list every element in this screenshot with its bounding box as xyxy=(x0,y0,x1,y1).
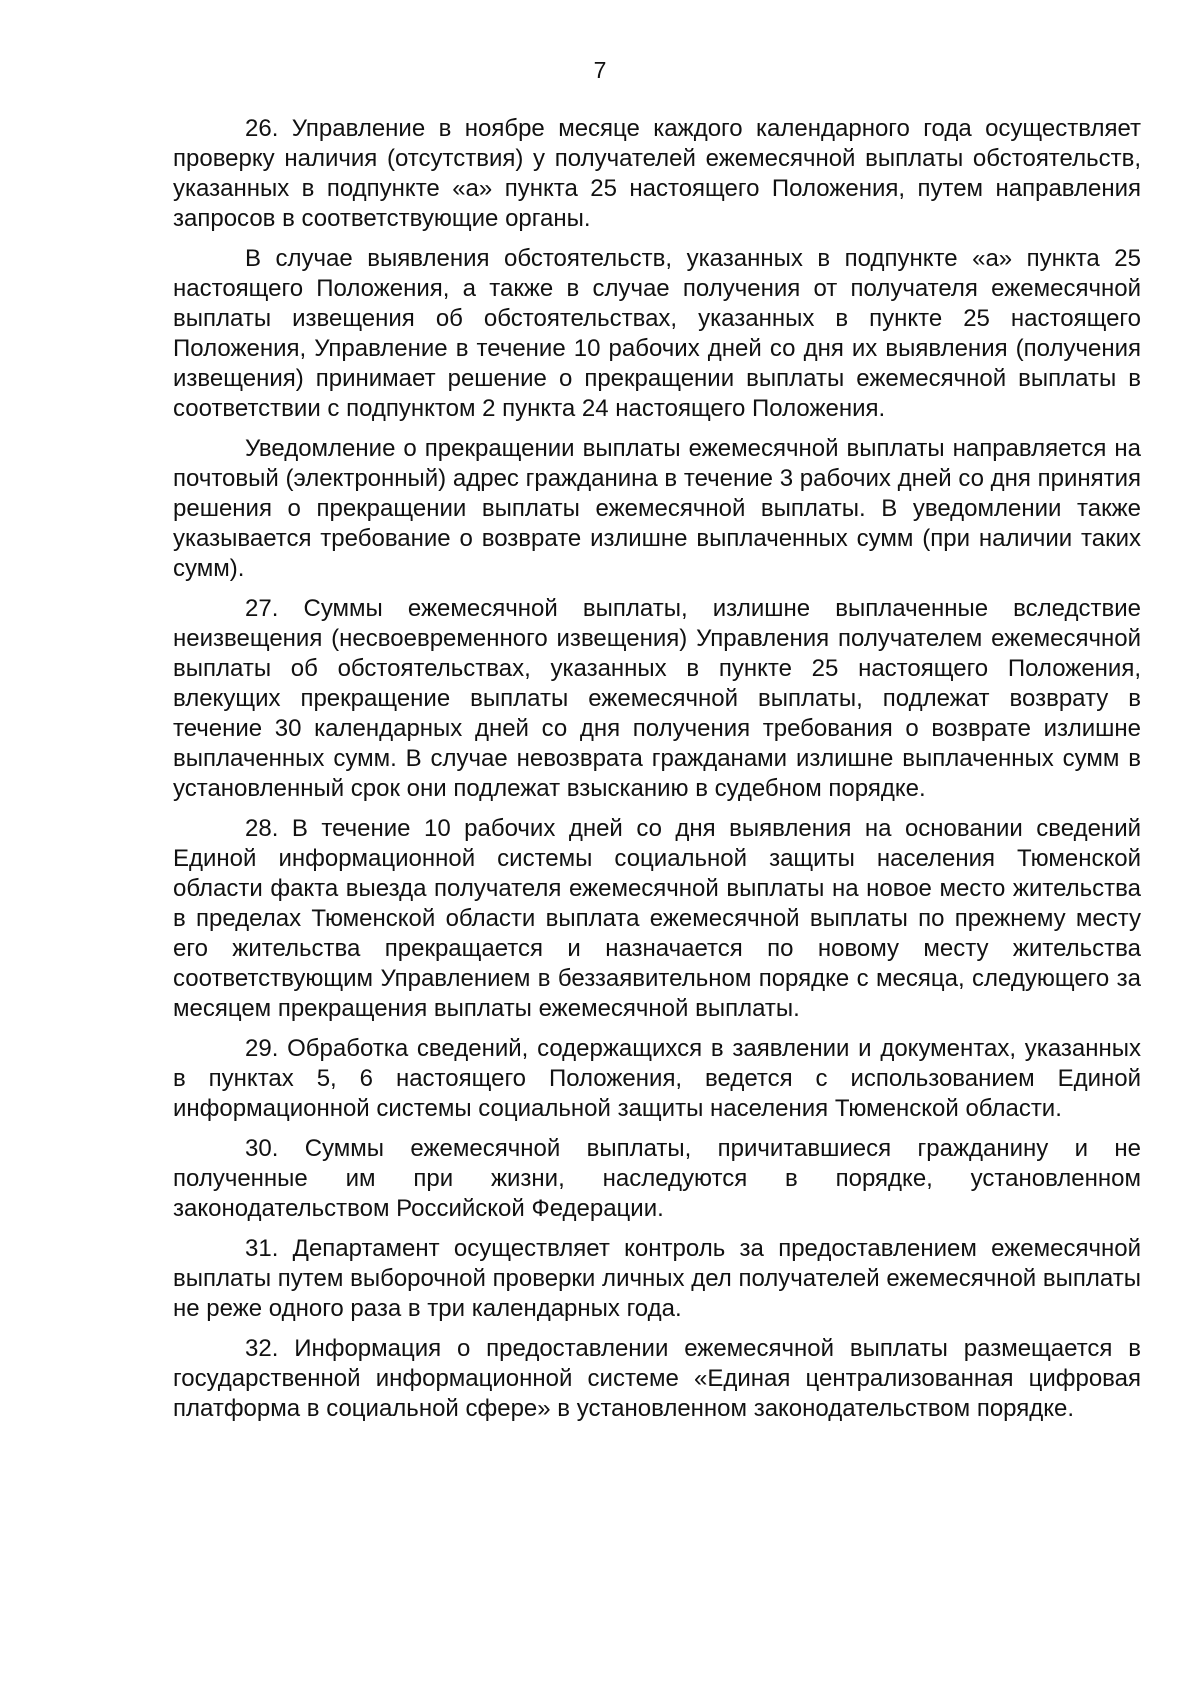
paragraph-29: 29. Обработка сведений, содержащихся в заявлении и документах, указанных в пунктах 5, 6 настоящего Положения, ведется с использованием Единой информационной системы социальной защиты населения Тюменской области. xyxy=(173,1035,1141,1122)
paragraph-26-case: В случае выявления обстоятельств, указанных в подпункте «а» пункта 25 настоящего Положения, а также в случае получения от получателя ежемесячной выплаты извещения об обстоятельствах, указанных в пункте 25 настоящего Положения, Управление в течение 10 рабочих дней со дня их выявления (получения извещения) принимает решение о прекращении выплаты ежемесячной выплаты в соответствии с подпунктом 2 пункта 24 настоящего Положения. xyxy=(173,245,1141,422)
paragraph-30: 30. Суммы ежемесячной выплаты, причитавшиеся гражданину и не полученные им при жизни, наследуются в порядке, установленном законодательством Российской Федерации. xyxy=(173,1135,1141,1222)
paragraph-31: 31. Департамент осуществляет контроль за предоставлением ежемесячной выплаты путем выборочной проверки личных дел получателей ежемесячной выплаты не реже одного раза в три календарных года. xyxy=(173,1235,1141,1322)
paragraph-32: 32. Информация о предоставлении ежемесячной выплаты размещается в государственной информационной системе «Единая централизованная цифровая платформа в социальной сфере» в установленном законодательством порядке. xyxy=(173,1335,1141,1422)
paragraph-26: 26. Управление в ноябре месяце каждого календарного года осуществляет проверку наличия (отсутствия) у получателей ежемесячной выплаты обстоятельств, указанных в подпункте «а» пункта 25 настоящего Положения, путем направления запросов в соответствующие органы. xyxy=(173,115,1141,232)
paragraph-26-notice: Уведомление о прекращении выплаты ежемесячной выплаты направляется на почтовый (электронный) адрес гражданина в течение 3 рабочих дней со дня принятия решения о прекращении выплаты ежемесячной выплаты. В уведомлении также указывается требование о возврате излишне выплаченных сумм (при наличии таких сумм). xyxy=(173,435,1141,582)
document-body xyxy=(173,114,1141,1434)
page-number: 7 xyxy=(593,57,607,83)
paragraph-27: 27. Суммы ежемесячной выплаты, излишне выплаченные вследствие неизвещения (несвоевременного извещения) Управления получателем ежемесячной выплаты об обстоятельствах, указанных в пункте 25 настоящего Положения, влекущих прекращение выплаты ежемесячной выплаты, подлежат возврату в течение 30 календарных дней со дня получения требования о возврате излишне выплаченных сумм. В случае невозврата гражданами излишне выплаченных сумм в установленный срок они подлежат взысканию в судебном порядке. xyxy=(173,595,1141,802)
paragraph-28: 28. В течение 10 рабочих дней со дня выявления на основании сведений Единой информационной системы социальной защиты населения Тюменской области факта выезда получателя ежемесячной выплаты на новое место жительства в пределах Тюменской области выплата ежемесячной выплаты по прежнему месту его жительства прекращается и назначается по новому месту жительства соответствующим Управлением в беззаявительном порядке с месяца, следующего за месяцем прекращения выплаты ежемесячной выплаты. xyxy=(173,815,1141,1022)
